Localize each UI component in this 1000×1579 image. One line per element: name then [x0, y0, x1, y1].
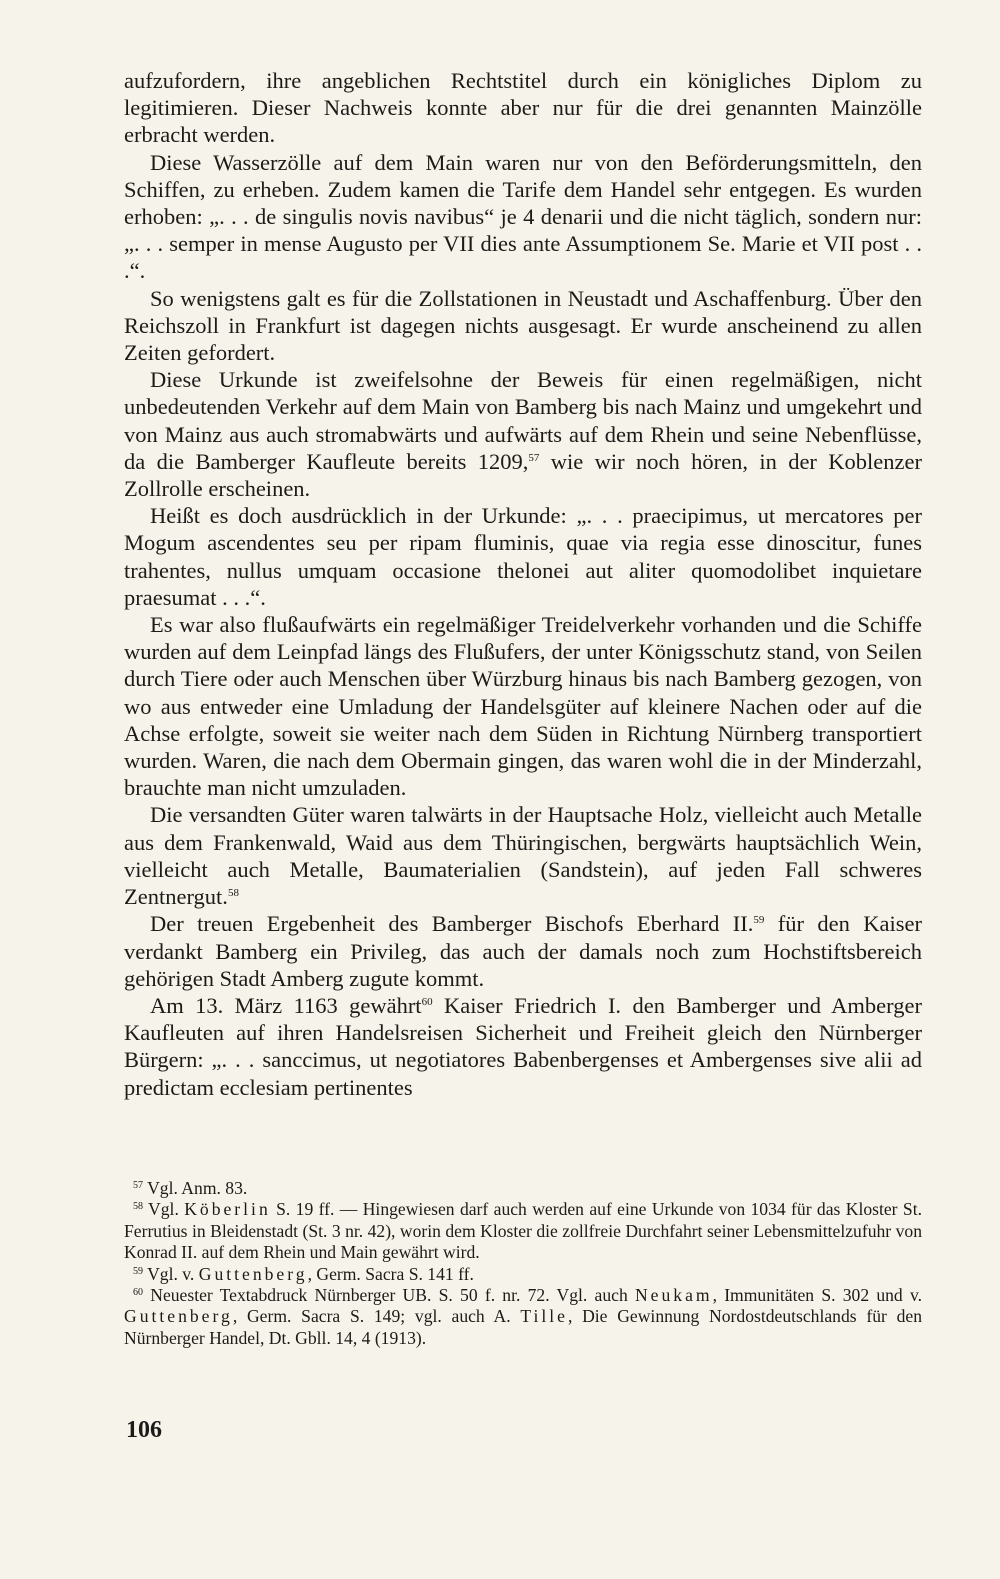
paragraph	[124, 910, 922, 992]
paragraph	[124, 801, 922, 910]
body-text	[124, 67, 922, 1101]
footnote-number: 60	[133, 1287, 143, 1299]
paragraph-text: Kaiser Friedrich I. den Bamberger und Amberger Kaufleuten auf ihren Handelsreisen Sicherheit und Freiheit gleich den Nürnberger Bürgern: „. . . sanccimus, ut negotiatores Babenbergenses et Ambergenses sive alii ad predictam ecclesiam pertinentes	[124, 992, 922, 1100]
paragraph-text: Am 13. März 1163 gewährt	[150, 992, 422, 1018]
author-name: Köberlin	[184, 1199, 271, 1220]
author-name: Guttenberg	[198, 1263, 308, 1284]
paragraph-text: wie wir noch hören, in der Koblenzer Zollrolle erscheinen.	[124, 448, 922, 502]
paragraph-text: Die versandten Güter waren talwärts in der Hauptsache Holz, vielleicht auch Metalle aus dem Frankenwald, Waid aus dem Thüringischen, bergwärts hauptsächlich Wein, vielleicht auch Metalle, Baumaterialien (Sandstein), auf jeden Fall schweres Zentnergut.	[124, 802, 922, 910]
footnote-text: , Germ. Sacra S. 141 ff.	[307, 1263, 474, 1284]
paragraph-text: Der treuen Ergebenheit des Bamberger Bischofs Eberhard II.	[150, 911, 754, 937]
footnote-text: Neuester Textabdruck Nürnberger UB. S. 50 f. nr. 72. Vgl. auch	[150, 1285, 635, 1306]
paragraph	[124, 992, 922, 1101]
footnote-text: Vgl. v.	[147, 1263, 199, 1284]
footnote-number: 57	[133, 1180, 143, 1191]
footnote-reference: 57	[528, 451, 540, 464]
footnote-text: Vgl.	[148, 1199, 185, 1220]
paragraph	[124, 366, 922, 502]
paragraph-text: Diese Urkunde ist zweifelsohne der Beweis für einen regelmäßigen, nicht unbedeutenden Verkehr auf dem Main von Bamberg bis nach Mainz und umgekehrt und von Mainz aus auch stromabwärts und aufwärts auf dem Rhein und seine Nebenflüsse, da die Bamberger Kaufleute bereits 1209,	[124, 367, 922, 474]
footnote-57	[124, 1178, 922, 1199]
author-name: Neukam	[634, 1285, 713, 1306]
paragraph: aufzufordern, ihre angeblichen Rechtstitel durch ein königliches Diplom zu legitimieren. Dieser Nachweis konnte aber nur für die drei genannten Mainzölle erbracht werden.	[124, 68, 922, 148]
footnote-58	[124, 1199, 922, 1263]
footnote-reference: 59	[753, 914, 765, 927]
footnote-text: , Germ. Sacra S. 149; vgl. auch A.	[232, 1306, 521, 1327]
footnotes	[124, 1178, 922, 1349]
paragraph: So wenigstens galt es für die Zollstationen in Neustadt und Aschaffenburg. Über den Reichszoll in Frankfurt ist dagegen nichts ausgesagt. Er wurde anscheinend zu allen Zeiten gefordert.	[124, 285, 922, 366]
paragraph-text: für den Kaiser verdankt Bamberg ein Privileg, das auch der damals noch zum Hochstiftsbereich gehörigen Stadt Amberg zugute kommt.	[124, 911, 922, 991]
footnote-reference: 60	[421, 995, 433, 1008]
author-name: Guttenberg	[124, 1306, 233, 1327]
footnote-text: Vgl. Anm. 83.	[147, 1178, 248, 1198]
footnote-59	[124, 1264, 922, 1285]
footnote-number: 59	[133, 1265, 143, 1277]
page-number: 106	[126, 1417, 162, 1443]
footnote-60	[124, 1285, 922, 1349]
paragraph: Heißt es doch ausdrücklich in der Urkunde: „. . . praecipimus, ut mercatores per Mogum ascendentes seu per ripam fluminis, quae via regia esse dinoscitur, funes trahentes, nullus umquam occasione thelonei aut aliter quomodolibet inquietare praesumat . . .“.	[124, 503, 922, 610]
author-name: Tille	[520, 1306, 568, 1327]
footnote-reference: 58	[227, 887, 239, 900]
footnote-text: , Die Gewinnung Nordostdeutschlands für den Nürnberger Handel, Dt. Gbll. 14, 4 (1913).	[124, 1306, 922, 1348]
footnote-number: 58	[133, 1201, 143, 1213]
footnote-text: S. 19 ff. — Hingewiesen darf auch werden auf eine Urkunde von 1034 für das Kloster St. Ferrutius in Bleidenstadt (St. 3 nr. 42), worin dem Kloster die zollfreie Durchfahrt seiner Lebensmittelzufuhr von Konrad II. auf dem Rhein und Main gewährt wird.	[124, 1199, 922, 1263]
paragraph: Es war also flußaufwärts ein regelmäßiger Treidelverkehr vorhanden und die Schiffe wurden auf dem Leinpfad längs des Flußufers, der unter Königsschutz stand, von Seilen durch Tiere oder auch Menschen über Würzburg hinaus bis nach Bamberg gezogen, von wo aus entweder eine Umladung der Handelsgüter auf kleinere Nachen oder auf die Achse erfolgte, soweit sie weiter nach dem Süden in Richtung Nürnberg transportiert wurden. Waren, die nach dem Obermain gingen, das waren wohl die in der Minderzahl, brauchte man nicht umzuladen.	[124, 612, 922, 801]
footnote-text: , Immunitäten S. 302 und v.	[712, 1285, 923, 1306]
paragraph: Diese Wasserzölle auf dem Main waren nur von den Beförderungsmitteln, den Schiffen, zu erheben. Zudem kamen die Tarife dem Handel sehr entgegen. Es wurden erhoben: „. . . de singulis novis navibus“ je 4 denarii und die nicht täglich, sondern nur: „. . . semper in mense Augusto per VII dies ante Assumptionem Se. Marie et VII post . . .“.	[124, 149, 922, 284]
